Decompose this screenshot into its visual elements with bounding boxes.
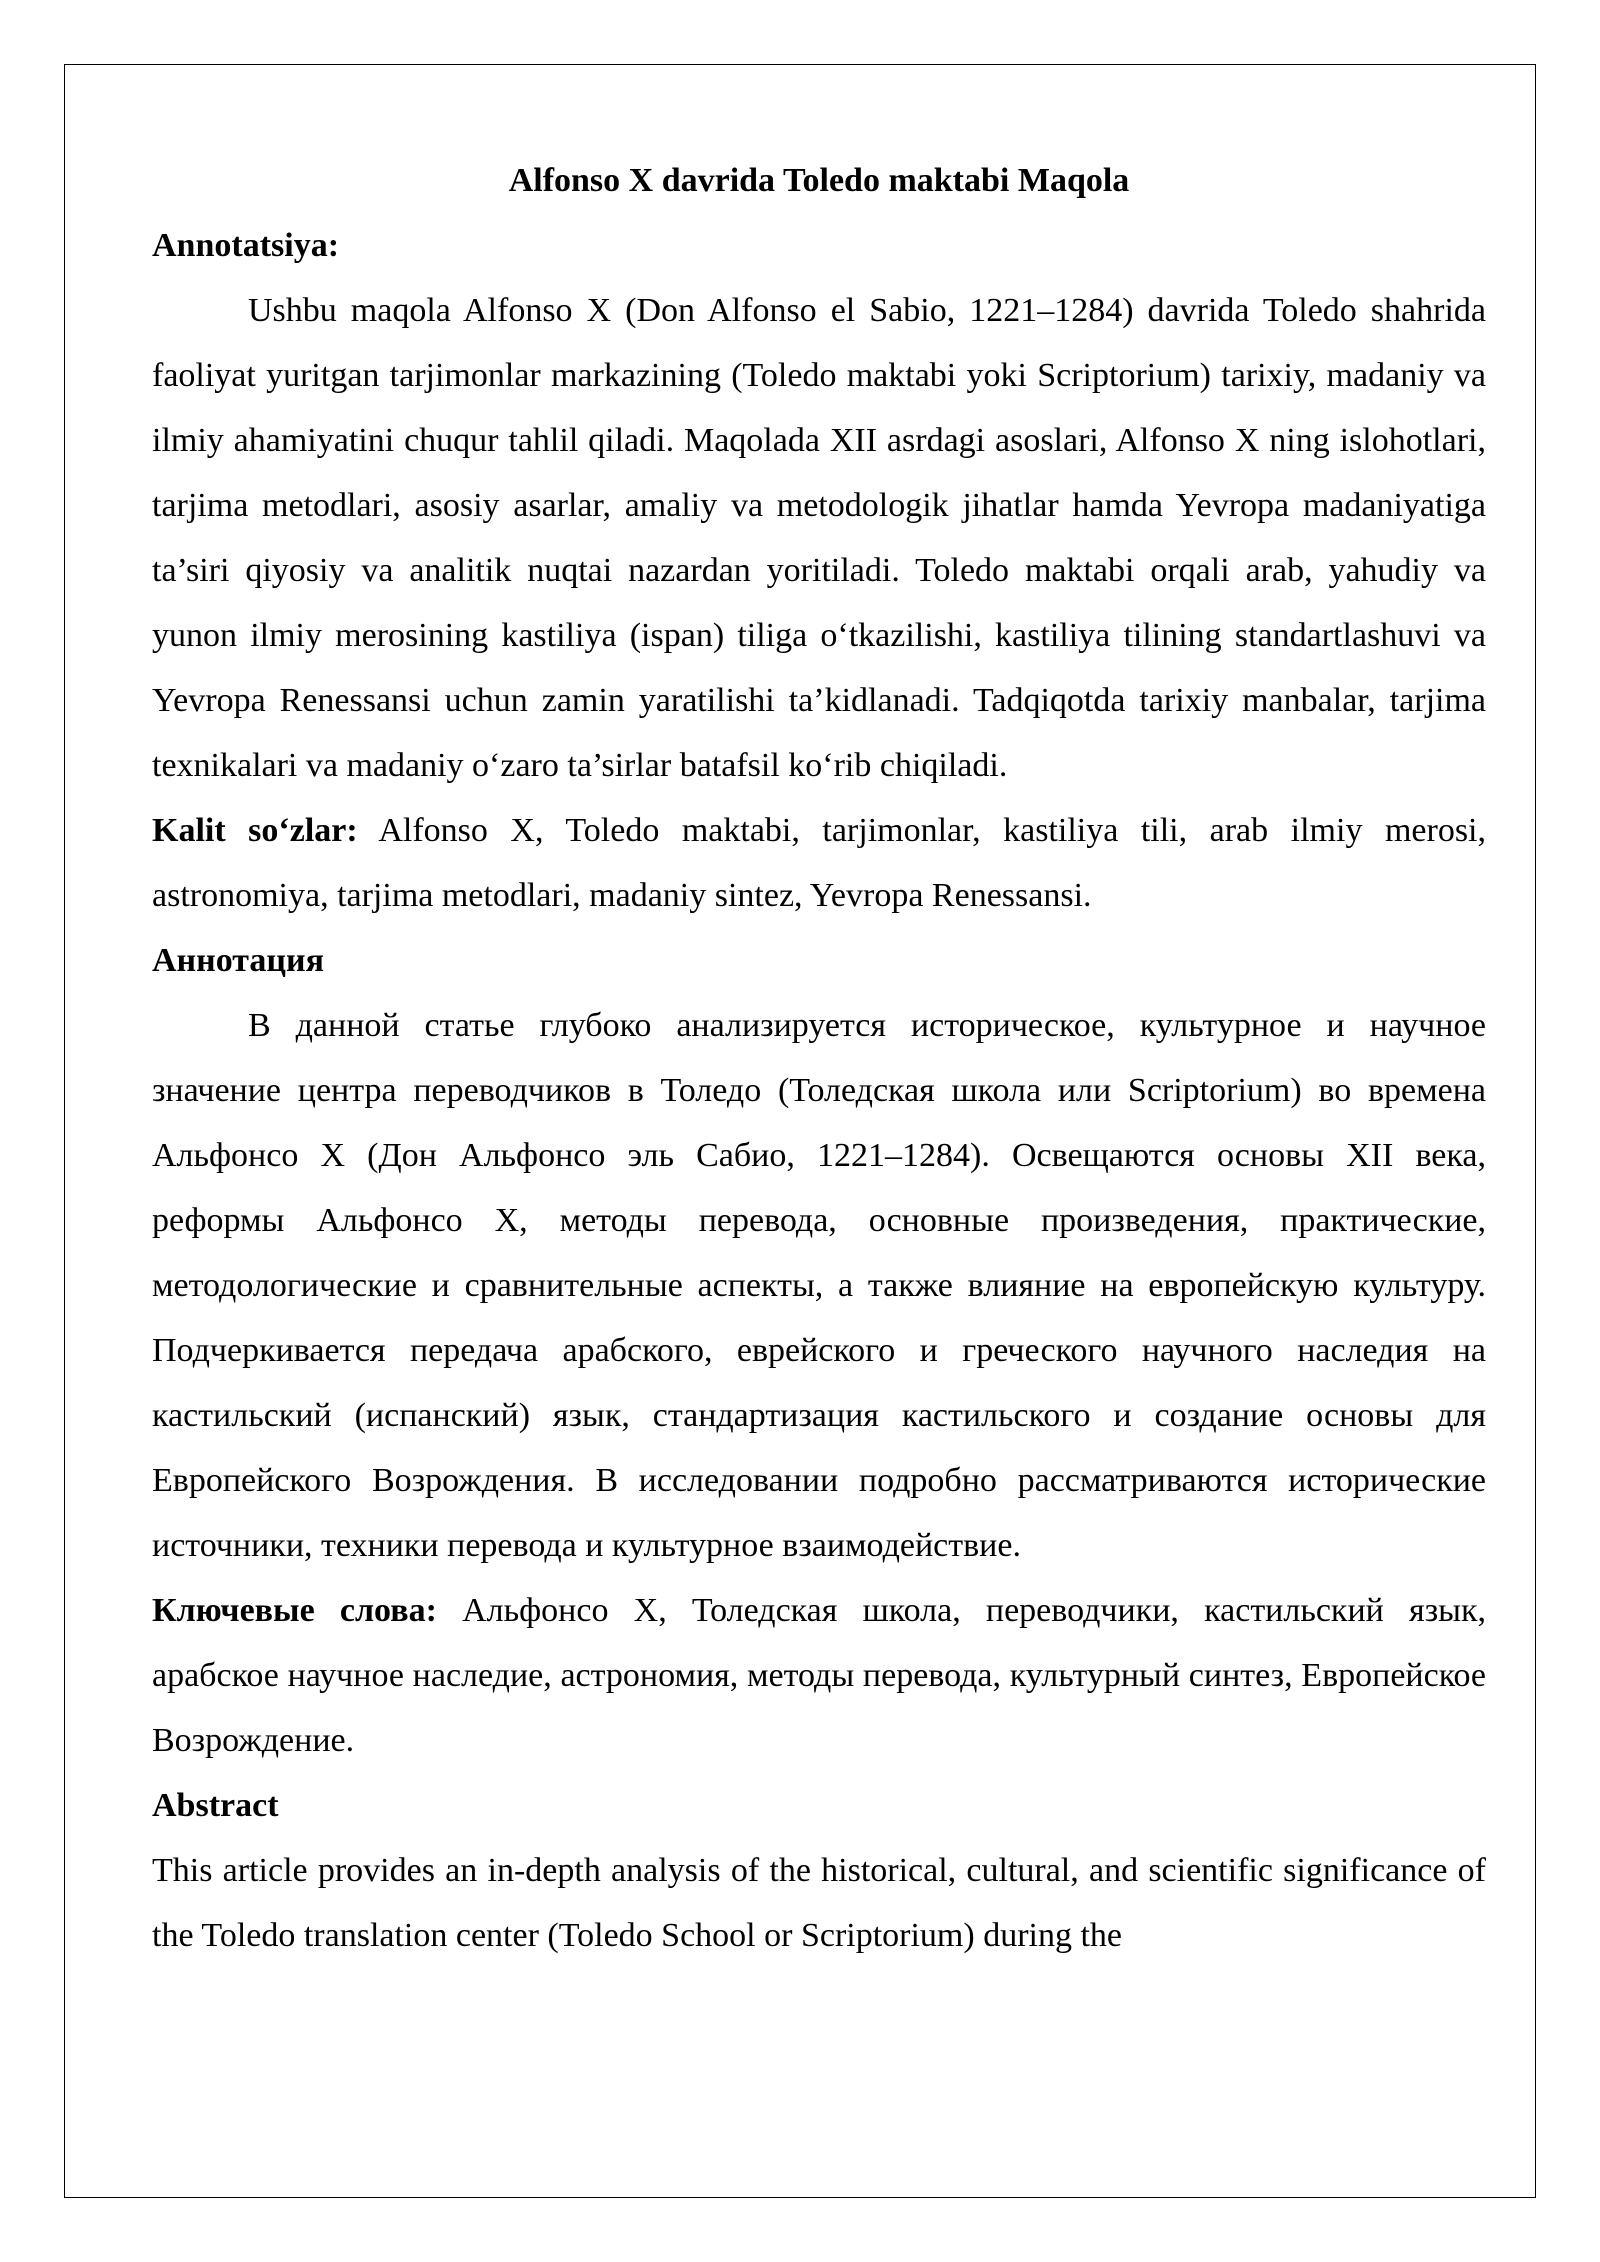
document-body xyxy=(152,148,1486,1968)
uz-annotation-heading: Annotatsiya: xyxy=(152,227,340,264)
uz-keywords-list: Alfonso X, Toledo maktabi, tarjimonlar, kastiliya tili, arab ilmiy merosi, astronomiya, tarjima metodlari, madaniy sintez, Yevropa Renessansi. xyxy=(152,812,1487,914)
ru-annotation-heading: Аннотация xyxy=(152,942,324,979)
en-abstract-text: This article provides an in-depth analysis of the historical, cultural, and scientific significance of the Toledo translation center (Toledo School or Scriptorium) during the xyxy=(152,1852,1486,1954)
en-abstract-heading: Abstract xyxy=(152,1787,279,1824)
ru-keywords-list: Альфонсо X, Толедская школа, переводчики, кастильский язык, арабское научное наследие, астрономия, методы перевода, культурный синтез, Европейское Возрождение. xyxy=(152,1592,1486,1759)
ru-keywords xyxy=(152,1578,1486,1773)
ru-annotation-text: В данной статье глубоко анализируется историческое, культурное и научное значение центра переводчиков в Толедо (Толедская школа или Scriptorium) во времена Альфонсо X (Дон Альфонсо эль Сабио, 1221–1284). Освещаются основы XII века, реформы Альфонсо X, методы перевода, основные произведения, практические, методологические и сравнительные аспекты, а также влияние на европейскую культуру. Подчеркивается передача арабского, еврейского и греческого научного наследия на кастильский (испанский) язык, стандартизация кастильского и создание основы для Европейского Возрождения. В исследовании подробно рассматриваются исторические источники, техники перевода и культурное взаимодействие. xyxy=(152,1007,1486,1564)
uz-keywords xyxy=(152,798,1486,928)
ru-keywords-label: Ключевые слова: xyxy=(152,1592,437,1629)
uz-annotation-text: Ushbu maqola Alfonso X (Don Alfonso el Sabio, 1221–1284) davrida Toledo shahrida faoliyat yuritgan tarjimonlar markazining (Toledo maktabi yoki Scriptorium) tarixiy, madaniy va ilmiy ahamiyatini chuqur tahlil qiladi. Maqolada XII asrdagi asoslari, Alfonso X ning islohotlari, tarjima metodlari, asosiy asarlar, amaliy va metodologik jihatlar hamda Yevropa madaniyatiga ta’siri qiyosiy va analitik nuqtai nazardan yoritiladi. Toledo maktabi orqali arab, yahudiy va yunon ilmiy merosining kastiliya (ispan) tiliga o‘tkazilishi, kastiliya tilining standartlashuvi va Yevropa Renessansi uchun zamin yaratilishi ta’kidlanadi. Tadqiqotda tarixiy manbalar, tarjima texnikalari va madaniy o‘zaro ta’sirlar batafsil ko‘rib chiqiladi. xyxy=(152,292,1486,784)
uz-keywords-label: Kalit so‘zlar: xyxy=(152,812,358,849)
article-title: Alfonso X davrida Toledo maktabi Maqola xyxy=(508,162,1130,199)
